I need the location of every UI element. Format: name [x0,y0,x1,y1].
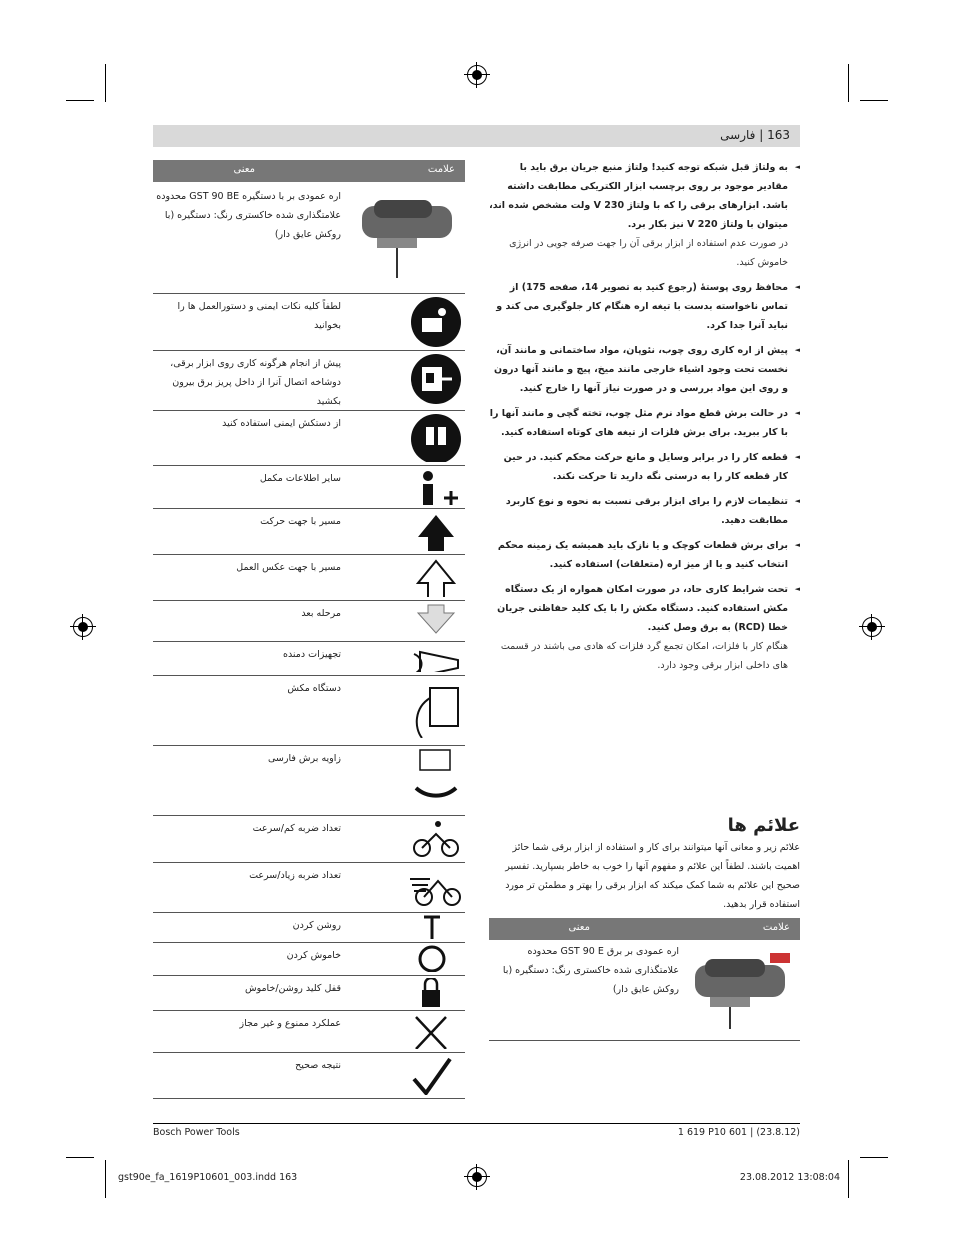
unplug-icon [410,353,466,407]
symbol-meaning: سایر اطلاعات مکمل [259,473,341,484]
table-divider [153,641,465,642]
jigsaw-image [685,945,797,1033]
section-title: علائم ها [727,815,800,836]
table-divider [153,554,465,555]
warning-item [488,341,800,398]
crop-mark [860,100,888,101]
symbol-meaning: تعداد ضربه زیاد/سرعت [249,870,341,881]
table-divider [153,465,465,466]
footer-file: gst90e_fa_1619P10601_003.indd 163 [118,1172,298,1183]
table-divider [153,912,465,913]
lock-icon [410,978,466,1007]
footer-rule [153,1123,800,1124]
symbol-meaning: پیش از انجام هرگونه کاری روی ابزار برقی، دوشاخه اتصال آنرا از داخل پریز برق بیرون بکشید [170,358,341,407]
symbol-meaning: مسیر با جهت حرکت [260,516,341,527]
header-meaning: معنی [568,922,590,933]
symbol-meaning: مرحله بعد [301,608,341,619]
symbol-meaning: دستگاه مکش [287,683,341,694]
table-divider [153,1098,465,1099]
bevel-icon [410,748,466,808]
warning-text: ◄ به ولتاژ قبل شبکه توجه کنید! ولتاژ منبع جریان برق باید با مقادیر موجود بر روی برچسب ابزار الکتریکی مطابقت داشته باشد. ابزارهای برقی را که با ولتاژ 230 V ولت مشخص شده اند، میتوان با ولتاژ 220 V نیز بکار برد. [489,162,788,230]
table-divider [153,293,465,294]
cyclist-fast-icon [410,865,466,909]
warning-text: ◄ برای برش قطعات کوچک و یا نازک باید همیشه یک زمینه محکم انتخاب کنید و یا از میز اره (متعلقات) استفاده کنید. [497,540,788,570]
warning-text: ◄ پیش از اره کاری روی چوب، نئوپان، مواد ساختمانی و مانند آن، نخست تحت وجود اشیاء خارجی مانند میخ، پیچ و مانند آنها درون و روی این مواد بررسی و در صورت نیاز آنها را خارج کنید. [493,345,788,394]
on-icon [410,915,466,939]
table-divider [153,1010,465,1011]
table-divider [153,942,465,943]
table-divider [153,815,465,816]
symbols-table-header [489,918,800,940]
table-divider [153,600,465,601]
table-divider [153,508,465,509]
gloves-icon [410,413,466,462]
symbol-meaning: قفل کلید روشن/خاموش [244,983,341,994]
off-icon [410,945,466,972]
info-icon [410,468,466,505]
warning-item [488,404,800,442]
symbol-meaning: نتیجه صحیح [295,1060,341,1071]
symbols-table-header [153,160,465,182]
warning-item [488,158,800,272]
symbol-meaning: تجهیزات دمنده [282,649,341,660]
symbol-meaning: تعداد ضربه کم/سرعت [252,823,341,834]
crop-mark [848,1160,849,1198]
header-symbol: علامت [762,922,790,933]
warning-text: ◄ محافظ روی پوستهٔ (رجوع کنید به تصویر 14، صفحه 175) از تماس ناخواسته بدست با تیغه اره هنگام کار جلوگیری می کند و نباید آنرا جدا کرد. [496,282,788,331]
blower-icon [410,644,466,672]
registration-mark [73,617,93,637]
symbol-meaning: از دستکش ایمنی استفاده کنید [222,418,341,429]
warning-subtext: هنگام کار با فلزات، امکان تجمع گرد فلزات که هادی می باشند در قسمت های داخلی ابزار برقی وجود دارد. [500,641,788,671]
warning-text: ◄ در حالت برش قطع مواد نرم مثل چوب، تخته گچی و مانند آنها را با کار ببرید. برای برش فلزات از تیغه های کوتاه استفاده کنید. [489,408,788,438]
symbol-meaning: زاویه برش فارسی [268,753,341,764]
table-divider [153,975,465,976]
read-manual-icon [410,296,466,347]
cyclist-slow-icon [410,818,466,859]
warning-item [488,536,800,574]
warning-item [488,448,800,486]
symbol-meaning: اره عمودی بر برق GST 90 E محدوده علامتگذاری شده خاکستری رنگ: دستگیره (با روکش عایق دار) [502,946,679,995]
table-divider [153,675,465,676]
crop-mark [105,1160,106,1198]
table-divider [153,862,465,863]
arrow-up-filled-icon [410,511,466,551]
registration-mark [862,617,882,637]
warning-text: ◄ تحت شرایط کاری حاد، در صورت امکان همواره از یک دستگاه مکش استفاده کنید. دستگاه مکش را با یک کلید حفاظتی جریان خطا (RCD) به برق وصل کنید. [497,584,788,633]
warning-text: ◄ تنظیمات لازم را برای ابزار برقی نسبت به نحوه و نوع کاربرد مطابقت دهید. [505,496,788,526]
jigsaw-image [352,186,462,286]
vacuum-icon [410,678,466,738]
crop-mark [105,64,106,102]
footer-brand: Bosch Power Tools [153,1127,240,1138]
arrow-up-outline-icon [410,557,466,597]
symbol-meaning: لطفاً کلیه نکات ایمنی و دستورالعمل ها را بخوانید [177,301,341,331]
section-intro: علائم زیر و معانی آنها میتوانند برای کار و استفاده از ابزار برقی شما حائز اهمیت باشند. لطفاً این علائم و مفهوم آنها را خوب به خاطر بسپارید. تفسیر صحیح این علائم به شما کمک میکند که ابزار برقی را بهتر و مطمئن تر مورد استفاده قرار بدهید. [505,842,800,910]
header-meaning: معنی [233,164,255,175]
table-divider [489,1040,800,1041]
footer-date: 23.08.2012 13:08:04 [739,1172,840,1183]
symbol-meaning: عملکرد ممنوع و غیر مجاز [239,1018,341,1029]
warning-item [488,492,800,530]
symbol-meaning: خاموش کردن [286,950,341,961]
arrow-down-icon [410,603,466,638]
warning-text: ◄ قطعه کار را در برابر وسایل و مانع حرکت محکم کنید. در حین کار قطعه کار را به درستی نگه دارید تا حرکت نکند. [503,452,788,482]
table-divider [153,350,465,351]
header-symbol: علامت [427,164,455,175]
symbol-meaning: روشن کردن [292,920,341,931]
page-header-label: 163 | فارسی [720,128,790,142]
warnings-list [488,158,800,681]
page-header-bar [153,125,800,147]
crop-mark [848,64,849,102]
symbol-meaning: مسیر با جهت عکس العمل [236,562,341,573]
cross-icon [410,1013,466,1049]
warning-subtext: در صورت عدم استفاده از ابزار برقی آن را جهت صرفه جویی در انرژی خاموش کنید. [509,238,788,268]
warning-item [488,278,800,335]
registration-mark [467,65,487,85]
warning-item [488,580,800,675]
symbol-meaning: اره عمودی بر با دستگیره GST 90 BE محدوده علامتگذاری شده خاکستری رنگ: دستگیره (با روکش عایق دار) [156,191,341,240]
crop-mark [860,1157,888,1158]
table-divider [153,410,465,411]
check-icon [410,1055,466,1095]
table-divider [153,745,465,746]
registration-mark [467,1167,487,1187]
crop-mark [66,100,94,101]
footer-doc-number: 1 619 P10 601 | (23.8.12) [677,1127,800,1138]
crop-mark [66,1157,94,1158]
table-divider [153,1052,465,1053]
